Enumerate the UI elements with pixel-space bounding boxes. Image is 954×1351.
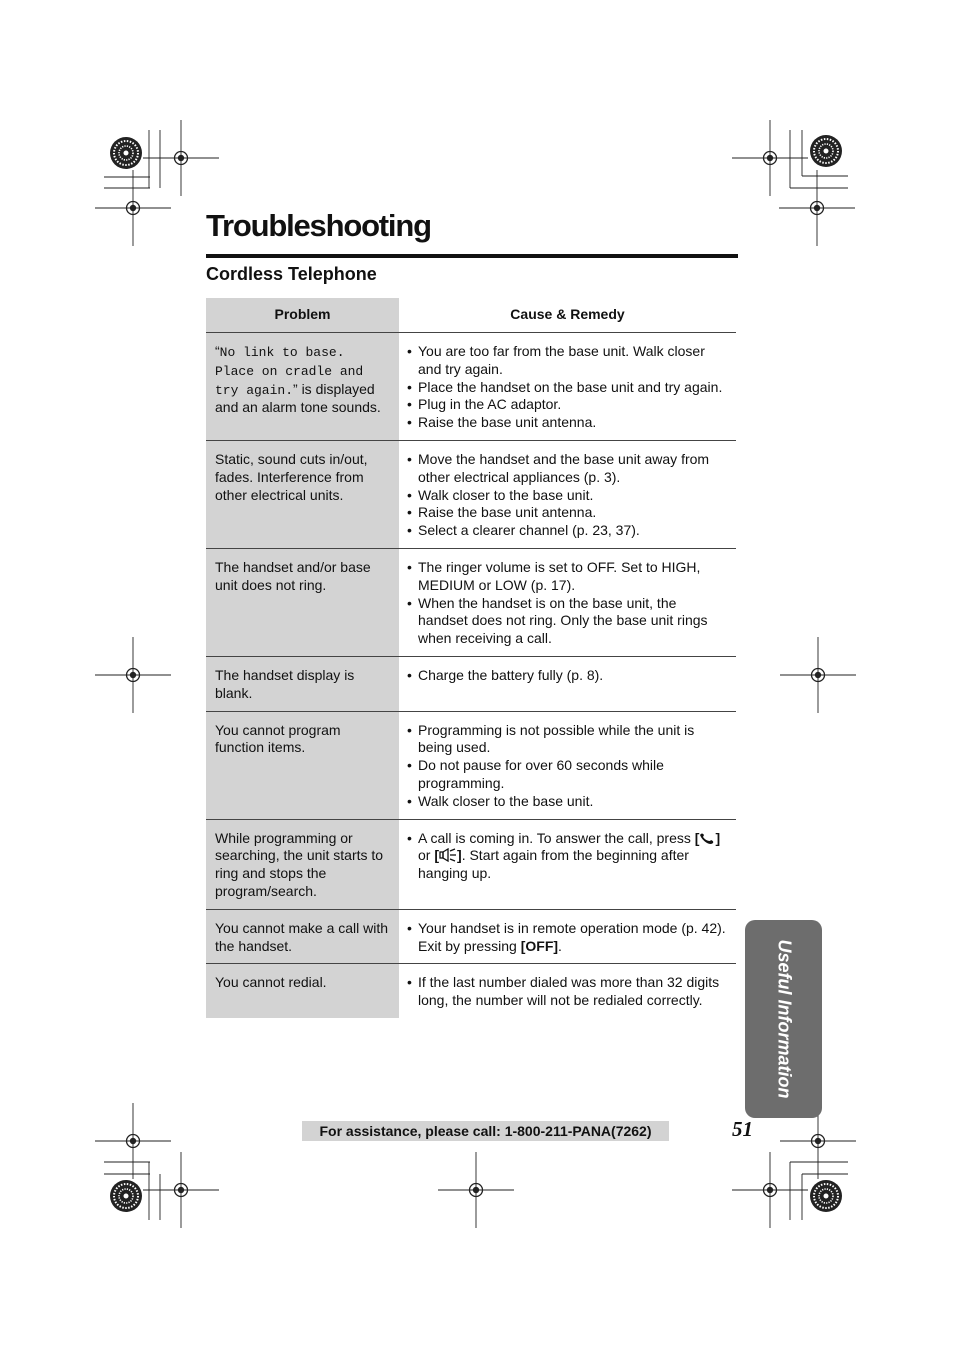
remedy-item: • Programming is not possible while the unit is being used. bbox=[407, 722, 726, 758]
starburst-icon bbox=[810, 135, 842, 167]
remedy-item: • If the last number dialed was more than 32 digits long, the number will not be redialed correctly. bbox=[407, 974, 726, 1010]
starburst-icon bbox=[810, 1180, 842, 1212]
table-row bbox=[206, 819, 736, 909]
header-remedy: Cause & Remedy bbox=[399, 298, 736, 333]
problem-cell: The handset and/or base unit does not ring. bbox=[206, 548, 399, 656]
remedy-text: A call is coming in. To answer the call, press bbox=[418, 829, 691, 846]
remedy-item bbox=[407, 920, 726, 956]
remedy-item: • Place the handset on the base unit and try again. bbox=[407, 379, 726, 397]
remedy-item bbox=[407, 830, 726, 883]
remedy-cell bbox=[399, 548, 736, 656]
remedy-cell bbox=[399, 440, 736, 548]
table-row bbox=[206, 711, 736, 819]
remedy-cell bbox=[399, 964, 736, 1018]
remedy-text: . bbox=[558, 937, 562, 954]
remedy-item: • Move the handset and the base unit away from other electrical appliances (p. 3). bbox=[407, 451, 726, 487]
speakerphone-key: [ ] bbox=[434, 847, 462, 864]
remedy-text: . Start again from the beginning after hanging up. bbox=[418, 847, 689, 882]
table-row bbox=[206, 548, 736, 656]
remedy-text: or bbox=[418, 847, 431, 864]
problem-cell: The handset display is blank. bbox=[206, 656, 399, 711]
troubleshooting-table bbox=[206, 298, 736, 1018]
remedy-item: • Plug in the AC adaptor. bbox=[407, 396, 726, 414]
remedy-item: • Raise the base unit antenna. bbox=[407, 504, 726, 522]
remedy-item: • The ringer volume is set to OFF. Set to HIGH, MEDIUM or LOW (p. 17). bbox=[407, 559, 726, 595]
starburst-icon bbox=[110, 137, 142, 169]
problem-cell: While programming or searching, the unit starts to ring and stops the program/search. bbox=[206, 819, 399, 909]
remedy-cell bbox=[399, 711, 736, 819]
display-message: No link to base. Place on cradle and try again. bbox=[215, 345, 364, 398]
remedy-cell bbox=[399, 656, 736, 711]
section-side-tab bbox=[745, 920, 822, 1118]
table-row bbox=[206, 656, 736, 711]
problem-cell: You cannot program function items. bbox=[206, 711, 399, 819]
table-row bbox=[206, 909, 736, 964]
crosshair-icon bbox=[732, 1152, 808, 1228]
remedy-item: • When the handset is on the base unit, the handset does not ring. Only the base unit rings when receiving a call. bbox=[407, 595, 726, 648]
problem-cell: You cannot make a call with the handset. bbox=[206, 909, 399, 964]
header-problem: Problem bbox=[206, 298, 399, 333]
page-number: 51 bbox=[732, 1117, 753, 1141]
crosshair-icon bbox=[143, 120, 219, 196]
remedy-item: • Walk closer to the base unit. bbox=[407, 487, 726, 505]
phone-talk-icon bbox=[699, 832, 715, 845]
crosshair-icon bbox=[143, 1152, 219, 1228]
table-header-row bbox=[206, 298, 736, 333]
table-row bbox=[206, 964, 736, 1018]
page-title: Troubleshooting bbox=[206, 208, 431, 243]
remedy-item: • Select a clearer channel (p. 23, 37). bbox=[407, 522, 726, 540]
remedy-item: • Do not pause for over 60 seconds while programming. bbox=[407, 757, 726, 793]
problem-cell: You cannot redial. bbox=[206, 964, 399, 1018]
remedy-item: • Raise the base unit antenna. bbox=[407, 414, 726, 432]
remedy-cell bbox=[399, 333, 736, 441]
remedy-item: • Walk closer to the base unit. bbox=[407, 793, 726, 811]
remedy-text: Your handset is in remote operation mode (p. 42). Exit by pressing bbox=[418, 919, 726, 954]
side-tab-label: Useful Information bbox=[774, 939, 794, 1099]
remedy-item: • You are too far from the base unit. Walk closer and try again. bbox=[407, 343, 726, 379]
crosshair-icon bbox=[780, 637, 856, 713]
remedy-cell bbox=[399, 819, 736, 909]
crosshair-icon bbox=[95, 1103, 171, 1179]
problem-cell: Static, sound cuts in/out, fades. Interference from other electrical units. bbox=[206, 440, 399, 548]
remedy-cell bbox=[399, 909, 736, 964]
starburst-icon bbox=[110, 1180, 142, 1212]
crosshair-icon bbox=[438, 1152, 514, 1228]
assistance-footer: For assistance, please call: 1-800-211-PANA(7262) bbox=[302, 1121, 669, 1141]
problem-text: ” is displayed and an alarm tone sounds. bbox=[215, 380, 381, 416]
table-row bbox=[206, 440, 736, 548]
table-row bbox=[206, 333, 736, 441]
title-rule bbox=[206, 254, 738, 258]
off-key-label: [OFF] bbox=[520, 937, 559, 954]
quote-mark: “ bbox=[215, 343, 220, 359]
crosshair-icon bbox=[95, 637, 171, 713]
speakerphone-icon bbox=[439, 848, 457, 862]
section-title: Cordless Telephone bbox=[206, 264, 377, 284]
remedy-item: • Charge the battery fully (p. 8). bbox=[407, 667, 726, 685]
problem-cell bbox=[206, 333, 399, 441]
talk-key: [ ] bbox=[694, 829, 721, 846]
crosshair-icon bbox=[732, 120, 808, 196]
